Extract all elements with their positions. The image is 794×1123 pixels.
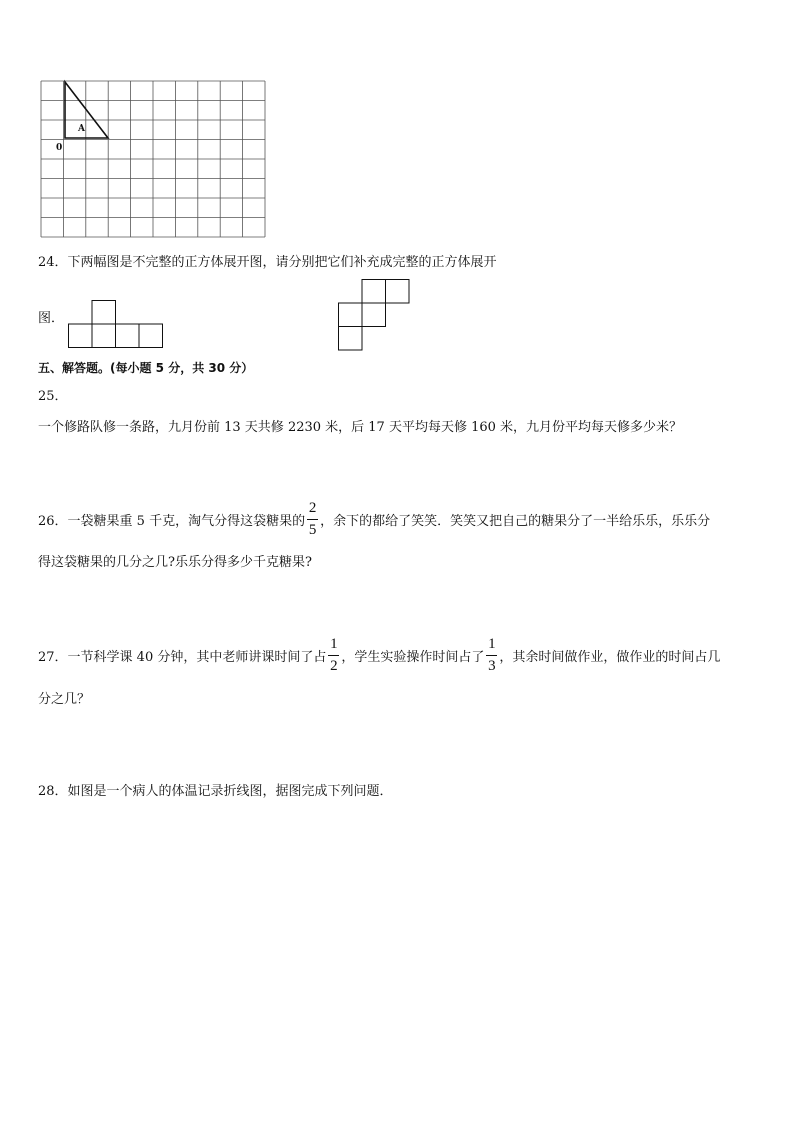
question-27-part-1: 27．一节科学课 40 分钟，其中老师讲课时间了占 <box>38 650 327 665</box>
question-25-text: 一个修路队修一条路，九月份前 13 天共修 2230 米，后 17 天平均每天修 160 米，九月份平均每天修多少米？ <box>38 420 683 435</box>
question-27-part-3: ，其余时间做作业，做作业的时间占几 <box>499 650 721 665</box>
fraction-denominator: 3 <box>488 658 496 674</box>
question-26-part-1: 26．一袋糖果重 5 千克，淘气分得这袋糖果的 <box>38 514 306 529</box>
question-28-text: 28．如图是一个病人的体温记录折线图，据图完成下列问题． <box>38 784 393 799</box>
section-5-title: 五、解答题。(每小题 5 分，共 30 分） <box>38 361 254 375</box>
fraction-numerator: 1 <box>330 636 338 652</box>
question-26-line-2: 得这袋糖果的几分之几?乐乐分得多少千克糖果? <box>38 555 312 570</box>
fraction-two-fifths <box>307 501 318 538</box>
cube-net-1 <box>68 300 166 350</box>
question-27-part-2: ，学生实验操作时间占了 <box>341 650 485 665</box>
fraction-bar <box>486 655 497 656</box>
fraction-denominator: 5 <box>308 522 317 538</box>
fraction-bar <box>307 519 318 520</box>
question-26-line-1 <box>38 501 710 538</box>
fraction-numerator: 1 <box>488 636 496 652</box>
question-27-line-1 <box>38 637 720 674</box>
question-24-continuation: 图． <box>38 311 65 326</box>
fraction-denominator: 2 <box>330 658 338 674</box>
question-24-text: 24．下两幅图是不完整的正方体展开图，请分别把它们补充成完整的正方体展开 <box>38 255 497 270</box>
question-26-part-2: ，余下的都给了笑笑．笑笑又把自己的糖果分了一半给乐乐，乐乐分 <box>320 514 711 529</box>
fraction-one-half <box>328 637 339 674</box>
triangle-label-a: A <box>78 124 85 134</box>
grid-figure <box>40 80 270 240</box>
origin-label: 0 <box>56 143 63 153</box>
fraction-bar <box>328 655 339 656</box>
question-25-number: 25． <box>38 389 68 404</box>
question-27-line-2: 分之几？ <box>38 692 91 707</box>
cube-net-2 <box>338 279 413 354</box>
fraction-numerator: 2 <box>308 500 317 516</box>
triangle-a <box>65 82 108 138</box>
fraction-one-third <box>486 637 497 674</box>
